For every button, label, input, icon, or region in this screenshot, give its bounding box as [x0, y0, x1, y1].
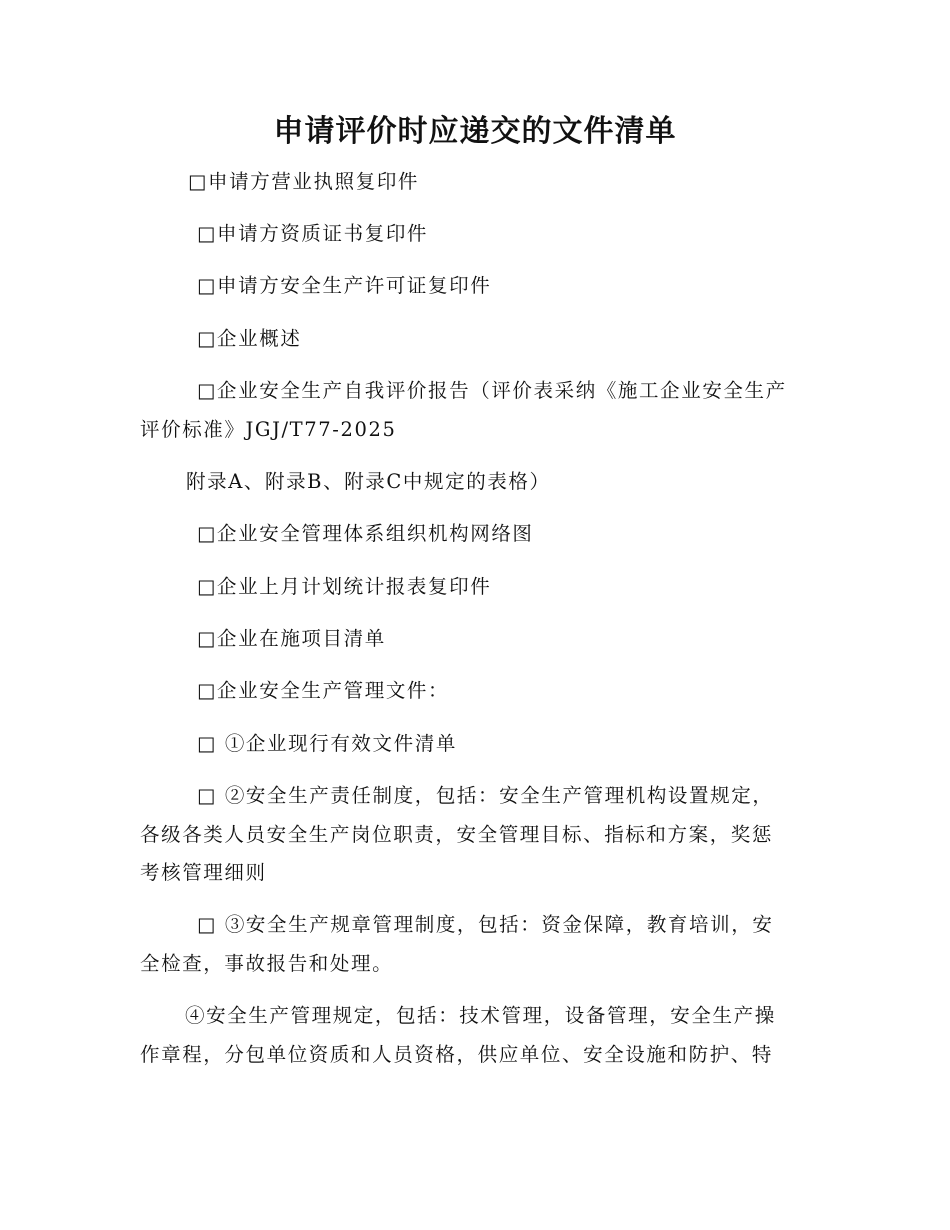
- list-item: □企业上月计划统计报表复印件: [197, 575, 492, 598]
- list-item: □企业概述: [197, 327, 302, 350]
- list-item: □企业安全管理体系组织机构网络图: [197, 522, 534, 545]
- list-item-continuation: 作章程，分包单位资质和人员资格，供应单位、安全设施和防护、特: [140, 1043, 774, 1066]
- list-item: 附录A、附录B、附录C中规定的表格）: [186, 470, 551, 493]
- list-item: □企业在施项目清单: [197, 627, 386, 650]
- list-item: □企业安全生产管理文件：: [197, 679, 450, 702]
- list-item: □ ②安全生产责任制度，包括：安全生产管理机构设置规定，: [197, 784, 774, 807]
- list-item: □申请方营业执照复印件: [188, 170, 420, 193]
- list-item-continuation: 全检查，事故报告和处理。: [140, 952, 394, 975]
- list-item: □申请方资质证书复印件: [197, 222, 429, 245]
- list-item-continuation: 评价标准》JGJ/T77-2025: [140, 418, 397, 441]
- list-item: □ ①企业现行有效文件清单: [197, 732, 457, 755]
- list-item: ④安全生产管理规定，包括：技术管理，设备管理，安全生产操: [185, 1004, 776, 1027]
- list-item: □企业安全生产自我评价报告（评价表采纳《施工企业安全生产: [197, 379, 787, 402]
- list-item: □ ③安全生产规章管理制度，包括：资金保障，教育培训，安: [197, 913, 774, 936]
- list-item: □申请方安全生产许可证复印件: [197, 274, 492, 297]
- list-item-continuation: 各级各类人员安全生产岗位职责，安全管理目标、指标和方案，奖惩: [140, 823, 774, 846]
- list-item-continuation: 考核管理细则: [140, 861, 267, 884]
- document-title: 申请评价时应递交的文件清单: [273, 114, 677, 149]
